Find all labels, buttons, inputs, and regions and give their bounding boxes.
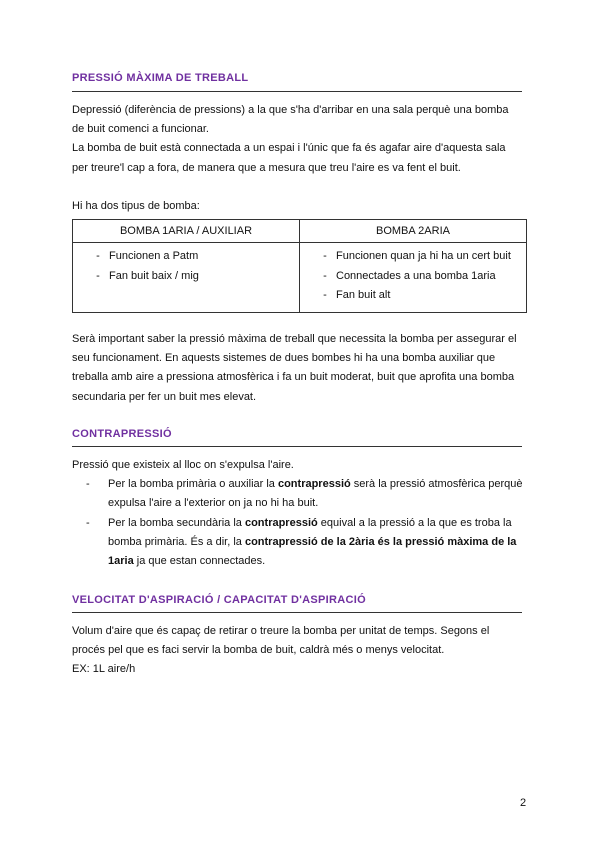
table-cell-primary (73, 243, 300, 313)
text-line: per treure'l cap a fora, de manera que a mesura que treu l'aire es va fent el buit. (72, 161, 461, 174)
contrapressio-intro: Pressió que existeix al lloc on s'expulsa l'aire. (72, 459, 294, 471)
paragraph-depressio (72, 101, 527, 178)
text-line: Volum d'aire que és capaç de retirar o treure la bomba per unitat de temps. Segons el (72, 625, 490, 637)
text-line: procés pel que es faci servir la bomba de buit, caldrà més o menys velocitat. (72, 644, 445, 657)
text-line: treballa amb aire a pressiona atmosfèrica i fa un buit moderat, buit que aprofita una bomba (72, 371, 515, 384)
table-intro: Hi ha dos tipus de bomba: (72, 200, 200, 212)
section-rule (72, 446, 522, 447)
page-number: 2 (520, 797, 527, 809)
table-cell-secondary (300, 243, 527, 313)
list-item: - Fan buit baix / mig (96, 269, 199, 282)
list-item: - Funcionen quan ja hi ha un cert buit (323, 250, 511, 262)
pump-types-table (72, 219, 527, 313)
text-line: seu funcionament. En aquests sistemes de dues bombes hi ha una bomba auxiliar que (72, 352, 496, 365)
section-heading-contrapressio: CONTRAPRESSIÓ (72, 428, 172, 440)
section-heading-velocitat: VELOCITAT D'ASPIRACIÓ / CAPACITAT D'ASPIRACIÓ (72, 594, 366, 606)
text-line: Serà important saber la pressió màxima de treball que necessita la bomba per assegurar el (72, 333, 517, 345)
list-item: - Funcionen a Patm (96, 250, 199, 262)
text-line: Depressió (diferència de pressions) a la que s'ha d'arribar en una sala perquè una bomba (72, 104, 509, 116)
section-rule (72, 91, 522, 92)
example-line: EX: 1L aire/h (72, 663, 136, 676)
text-line: secundaria per fer un buit mes elevat. (72, 390, 257, 403)
paragraph-velocitat (72, 622, 527, 680)
list-item: - Connectades a una bomba 1aria (323, 269, 496, 282)
table-header-primary: BOMBA 1ARIA / AUXILIAR (73, 220, 300, 243)
section-heading-pressio: PRESSIÓ MÀXIMA DE TREBALL (72, 72, 249, 84)
bullet-primary: - Per la bomba primària o auxiliar la contrapressió serà la pressió atmosfèrica perquè expulsa l'aire a l'exterior on ja no hi ha buit. (86, 478, 523, 510)
paragraph-pressio-maxima (72, 330, 527, 407)
bullet-secondary: - Per la bomba secundària la contrapressió equival a la pressió a la que es troba la bomba primària. És a dir, la contrapressió de la 2ària és la pressió màxima de la 1aria ja que estan connectades. (86, 517, 517, 568)
text-line: de buit comenci a funcionar. (72, 123, 209, 136)
table-header-secondary: BOMBA 2ARIA (300, 220, 527, 243)
section-rule (72, 612, 522, 613)
text-line: La bomba de buit està connectada a un espai i l'únic que fa és agafar aire d'aquesta sala (72, 142, 506, 155)
list-item: - Fan buit alt (323, 289, 391, 302)
